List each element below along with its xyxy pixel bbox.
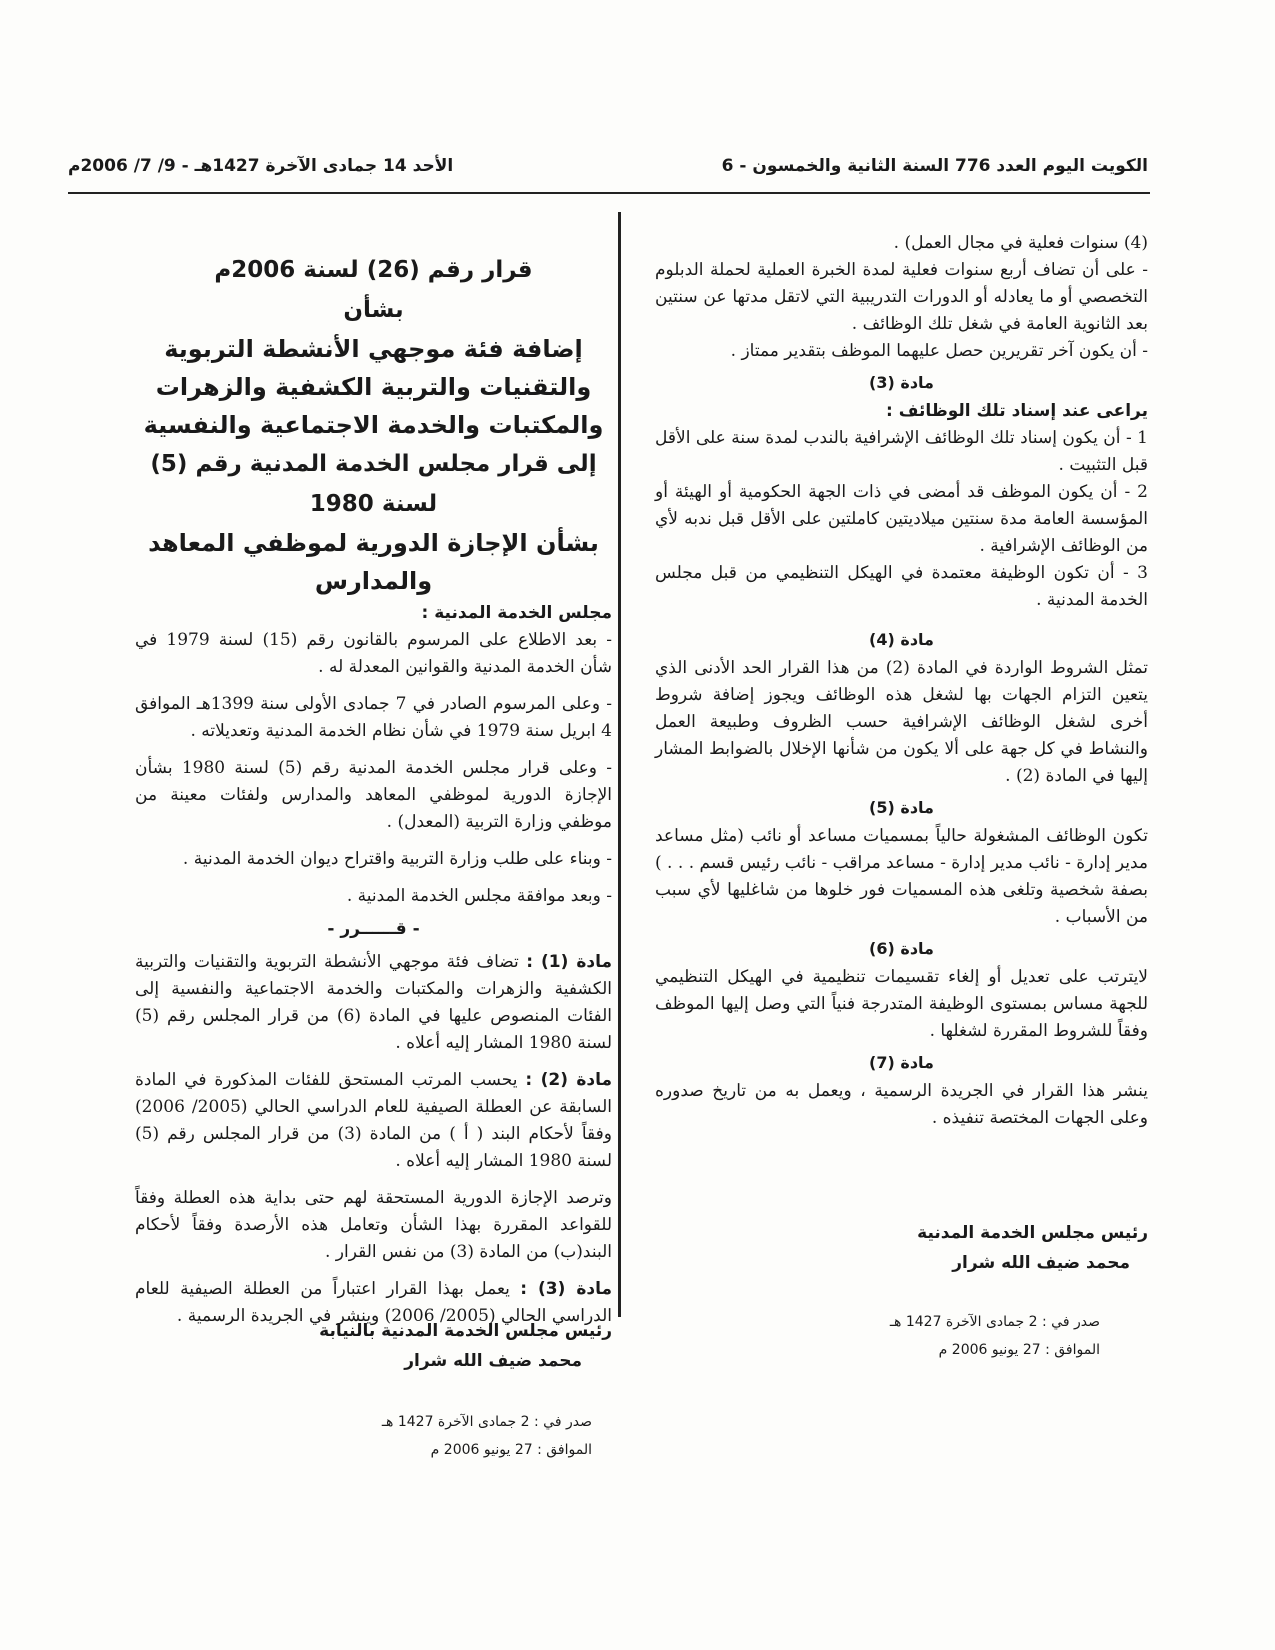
- paragraph: تمثل الشروط الواردة في المادة (2) من هذا القرار الحد الأدنى الذي يتعين التزام الجهات بها لشغل هذه الوظائف ويجوز إضافة شروط أخرى لشغل الوظائف الإشرافية حسب الظروف وطبيعة العمل والنشاط في كل جهة على ألا يكون من شأنها الإخلال بالضوابط المشار إليها في المادة (2) .: [655, 658, 1149, 786]
- issued-on: صدر في : 2 جمادى الآخرة 1427 هـ: [889, 1314, 1100, 1330]
- article-text: يعمل بهذا القرار اعتباراً من العطلة الصيفية للعام الدراسي الحالي (2005/ 2006) وينشر في الجريدة الرسمية .: [135, 1279, 612, 1326]
- paragraph: تكون الوظائف المشغولة حالياً بمسميات مساعد أو نائب (مثل مساعد مدير إدارة - نائب مدير إدارة - مساعد مراقب - نائب رئيس قسم . . . ) بصفة شخصية وتلغى هذه المسميات فور خلوها من شاغليها لأي سبب من الأسباب .: [655, 826, 1148, 927]
- preamble-item: - بعد الاطلاع على المرسوم بالقانون رقم (15) لسنة 1979 في شأن الخدمة المدنية والقوانين المعدلة له .: [135, 630, 613, 677]
- signature-block: [300, 1316, 612, 1376]
- corresponding-date: الموافق : 27 يونيو 2006 م: [430, 1442, 592, 1458]
- title-line: إضافة فئة موجهي الأنشطة التربوية: [164, 335, 583, 363]
- signatory-title: رئيس مجلس الخدمة المدنية بالنيابة: [319, 1321, 612, 1341]
- paragraph: وترصد الإجازة الدورية المستحقة لهم حتى بداية هذه العطلة وفقاً للقواعد المقررة بهذا الشأن وتعامل هذه الأرصدة وفقاً لأحكام البند(ب) من المادة (3) من نفس القرار .: [135, 1188, 612, 1262]
- header-issue-info: الكويت اليوم العدد 776 السنة الثانية والخمسون - 6: [721, 156, 1148, 176]
- article-label: مادة (3) :: [520, 1279, 612, 1299]
- council-heading: مجلس الخدمة المدنية :: [421, 603, 612, 623]
- preamble-item: - وبناء على طلب وزارة التربية واقتراح ديوان الخدمة المدنية .: [182, 849, 612, 869]
- title-line: والمكتبات والخدمة الاجتماعية والنفسية: [143, 411, 604, 439]
- preamble-item: - وعلى قرار مجلس الخدمة المدنية رقم (5) لسنة 1980 بشأن الإجازة الدورية لموظفي المعاهد والمدارس ولفئات معينة من موظفي وزارة التربية (المعدل) .: [135, 758, 612, 832]
- article-heading: مادة (7): [869, 1053, 934, 1072]
- paragraph: ينشر هذا القرار في الجريدة الرسمية ، ويعمل به من تاريخ صدوره وعلى الجهات المختصة تنفيذه .: [655, 1081, 1148, 1128]
- corresponding-date: الموافق : 27 يونيو 2006 م: [938, 1342, 1100, 1358]
- article-label: مادة (2) :: [525, 1070, 613, 1090]
- title-line: قرار رقم (26) لسنة 2006م: [214, 257, 533, 283]
- article-heading: مادة (4): [869, 630, 934, 649]
- paragraph: لايترتب على تعديل أو إلغاء تقسيمات تنظيمية في الهيكل التنظيمي للجهة مساس بمستوى الوظيفة المتدرجة فنياً التي وصل إليها الموظف وفقاً للشروط المقررة لشغلها .: [655, 967, 1148, 1041]
- signatory-name: محمد ضيف الله شرار: [952, 1253, 1130, 1273]
- list-item: 2 - أن يكون الموظف قد أمضى في ذات الجهة الحكومية أو الهيئة أو المؤسسة العامة مدة سنتين ميلاديتين كاملتين على الأقل قبل ندبه لأي من الوظائف الإشرافية .: [655, 482, 1148, 556]
- title-line: إلى قرار مجلس الخدمة المدنية رقم (5) لسنة 1980: [150, 451, 597, 517]
- article: [135, 949, 612, 1057]
- preamble-item: - وبعد موافقة مجلس الخدمة المدنية .: [346, 886, 612, 906]
- issued-on: صدر في : 2 جمادى الآخرة 1427 هـ: [381, 1414, 592, 1430]
- left-column: [135, 250, 612, 1330]
- column-divider: [618, 212, 621, 1317]
- header-rule: [68, 192, 1150, 194]
- signatory-title: رئيس مجلس الخدمة المدنية: [917, 1223, 1148, 1243]
- paragraph: - على أن تضاف أربع سنوات فعلية لمدة الخبرة العملية لحملة الدبلوم التخصصي أو ما يعادله أو الدورات التدريبية التي لاتقل مدتها عن سنتين بعد الثانوية العامة في شغل تلك الوظائف .: [655, 260, 1148, 334]
- signatory-name: محمد ضيف الله شرار: [404, 1351, 582, 1371]
- page-header: [68, 156, 1148, 192]
- decision-heading: - قــــــرر -: [327, 919, 420, 939]
- paragraph: - أن يكون آخر تقريرين حصل عليهما الموظف بتقدير ممتاز .: [730, 341, 1148, 361]
- article-intro: يراعى عند إسناد تلك الوظائف :: [886, 401, 1148, 421]
- preamble-item: - وعلى المرسوم الصادر في 7 جمادى الأولى سنة 1399هـ الموافق 4 ابريل سنة 1979 في شأن نظام الخدمة المدنية وتعديلاته .: [135, 694, 612, 741]
- article: [135, 1067, 612, 1175]
- article-text: تضاف فئة موجهي الأنشطة التربوية والتقنيات والتربية الكشفية والزهرات والمكتبات والخدمة الاجتماعية والنفسية إلى الفئات المنصوص عليها في المادة (6) من قرار المجلس رقم (5) لسنة 1980 المشار إليه أعلاه .: [135, 952, 612, 1053]
- article-heading: مادة (5): [869, 798, 934, 817]
- title-line: بشأن الإجازة الدورية لموظفي المعاهد والمدارس: [148, 529, 599, 595]
- list-item: 3 - أن تكون الوظيفة معتمدة في الهيكل التنظيمي من قبل مجلس الخدمة المدنية .: [655, 563, 1148, 610]
- list-item: 1 - أن يكون إسناد تلك الوظائف الإشرافية بالندب لمدة سنة على الأقل قبل التثبيت .: [655, 428, 1148, 475]
- article-heading: مادة (3): [869, 373, 934, 392]
- header-date: الأحد 14 جمادى الآخرة 1427هـ - 9/ 7/ 2006م: [68, 156, 454, 176]
- paragraph: (4) سنوات فعلية في مجال العمل) .: [893, 233, 1148, 253]
- issue-date-block: [330, 1408, 592, 1464]
- right-column: [655, 230, 1148, 1132]
- title-line: بشأن: [343, 297, 404, 323]
- article-label: مادة (1) :: [526, 952, 612, 972]
- issue-date-block: [800, 1308, 1100, 1364]
- article-text: يحسب المرتب المستحق للفئات المذكورة في المادة السابقة عن العطلة الصيفية للعام الدراسي الحالي (2005/ 2006) وفقاً لأحكام البند ( أ ) من المادة (3) من قرار المجلس رقم (5) لسنة 1980 المشار إليه أعلاه .: [135, 1070, 612, 1171]
- article-heading: مادة (6): [869, 939, 934, 958]
- decision-title: [135, 250, 612, 600]
- title-line: والتقنيات والتربية الكشفية والزهرات: [155, 373, 592, 401]
- signature-block: [780, 1218, 1148, 1278]
